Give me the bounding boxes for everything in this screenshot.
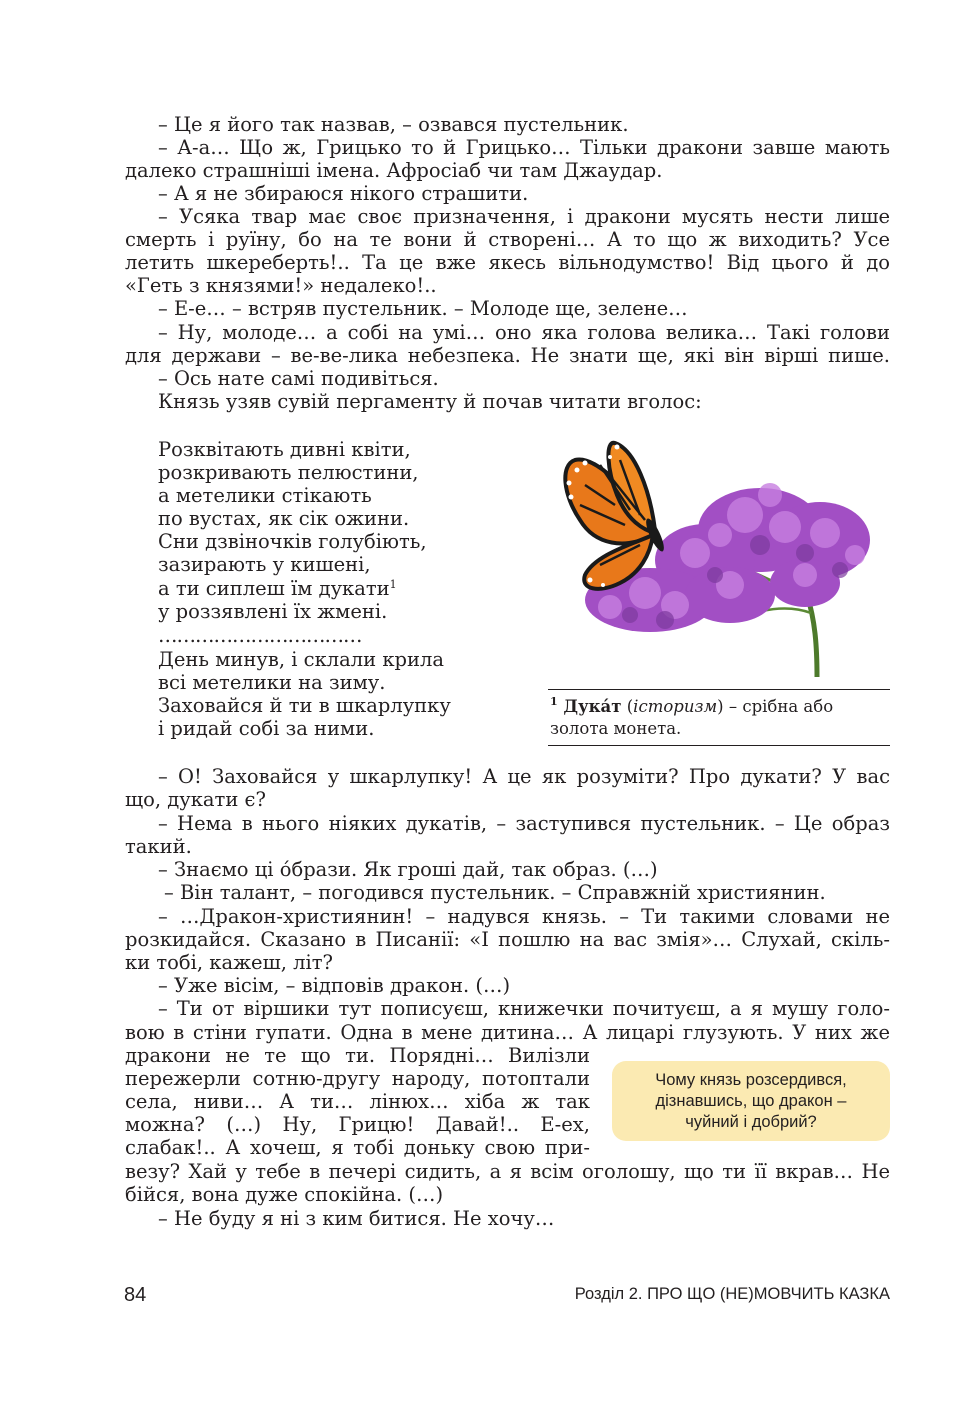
text-line: слабак!.. А хочеш, я тобі доньку свою при- xyxy=(125,1136,590,1159)
footnote-top-rule xyxy=(548,689,890,690)
poem-line: Сни дзвіночків голубіють, xyxy=(158,530,427,553)
text-line: – Нема в нього ніяких дукатів, – заступився пустельник. – Це образ xyxy=(158,812,890,835)
question-callout xyxy=(612,1061,890,1141)
text-line: – Не буду я ні з ким битися. Не хочу… xyxy=(158,1207,555,1230)
text-line: летить шкереберть!.. Та це вже якесь вільнодумство! Від цього й до xyxy=(125,251,890,274)
text-line: – Знаємо ці о́брази. Як гроші дай, так образ. (…) xyxy=(158,858,658,881)
poem-line: всі метелики на зиму. xyxy=(158,671,386,694)
poem-ellipsis: …………………………… xyxy=(158,624,362,647)
text-line: – Це я його так назвав, – озвався пустельник. xyxy=(158,113,629,136)
question-line: дізнавшись, що дракон – xyxy=(655,1091,847,1110)
footnote-term: Дука́т xyxy=(563,697,622,716)
poem-line-text: а ти сиплеш їм дукати xyxy=(158,577,390,600)
text-line: що, дукати є? xyxy=(125,788,266,811)
text-line: пережерли сотню-другу народу, потоптали xyxy=(125,1067,590,1090)
butterfly-lilac-illustration xyxy=(555,435,885,680)
footnote-line: $^1$ Дука́т (історизм) – срібна або xyxy=(550,695,834,716)
poem-line xyxy=(158,577,397,600)
footnote-definition-cont: золота монета. xyxy=(550,719,682,738)
poem-line: Заховайся й ти в шкарлупку xyxy=(158,694,451,717)
poem-line: Розквітають дивні квіти, xyxy=(158,438,411,461)
text-line: – Уже вісім, – відповів дракон. (…) xyxy=(158,974,511,997)
text-line: – Е-е… – встряв пустельник. – Молоде ще, зелене… xyxy=(158,297,688,320)
text-line: дракони не те що ти. Порядні… Вилізли xyxy=(125,1044,590,1067)
text-line: – …Дракон-християнин! – надувся князь. – Ти такими словами не xyxy=(158,905,890,928)
text-line: можна? (…) Ну, Грицю! Давай!.. Е-ех, xyxy=(125,1113,590,1136)
text-line: для держави – ве-ве-лика небезпека. Не знати ще, які він вірші пише. xyxy=(125,344,890,367)
footnote-note: історизм xyxy=(633,697,718,716)
poem-line: у роззявлені їх жмені. xyxy=(158,600,388,623)
text-line: – Усяка твар має своє призначення, і дракони мусять нести лише xyxy=(158,205,890,228)
text-line: Князь узяв сувій пергаменту й почав читати вголос: xyxy=(158,390,702,413)
question-line: Чому князь розсердився, xyxy=(655,1070,847,1089)
text-line: везу? Хай у тебе в печері сидить, а я всім оголошу, що ти її вкрав… Не xyxy=(125,1160,890,1183)
poem-line: зазирають у кишені, xyxy=(158,553,371,576)
poem-line: по вустах, як сік ожини. xyxy=(158,507,410,530)
text-line: – О! Заховайся у шкарлупку! А це як розуміти? Про дукати? У вас xyxy=(158,765,890,788)
text-line: – Ось нате самі подивіться. xyxy=(158,367,439,390)
footnote-number: 1 xyxy=(550,695,558,708)
text-line: – Ну, молоде… а собі на умі… оно яка голова велика… Такі голови xyxy=(158,321,890,344)
page-number: 84 xyxy=(124,1284,147,1306)
question-line: чуйний і добрий? xyxy=(685,1112,817,1131)
text-line: далеко страшніші імена. Афросіаб чи там Джаудар. xyxy=(125,159,663,182)
text-line: вою в стіни гупати. Одна в мене дитина… А лицарі глузують. У них же xyxy=(125,1021,890,1044)
text-line: «Геть з князями!» недалеко!.. xyxy=(125,274,437,297)
poem-line: День минув, і склали крила xyxy=(158,648,445,671)
text-line: – Ти от віршики тут пописуєш, книжечки почитуєш, а я мушу голо- xyxy=(158,997,890,1020)
text-line: – Він талант, – погодився пустельник. – Справжній християнин. xyxy=(164,881,826,904)
poem-line: і ридай собі за ними. xyxy=(158,717,375,740)
text-line: бійся, вона дуже спокійна. (…) xyxy=(125,1183,444,1206)
text-line: села, ниви… А ти… лінюх… хіба ж так xyxy=(125,1090,590,1113)
section-title: Розділ 2. ПРО ЩО (НЕ)МОВЧИТЬ КАЗКА xyxy=(574,1285,890,1303)
text-line: розкидайся. Сказано в Писанії: «І пошлю на вас змія»… Слухай, скіль- xyxy=(125,928,890,951)
footnote-marker: 1 xyxy=(389,578,397,591)
text-line: такий. xyxy=(125,835,192,858)
footnote-definition: – срібна або xyxy=(728,697,834,716)
poem-line: а метелики стікають xyxy=(158,484,372,507)
text-line: ки тобі, кажеш, літ? xyxy=(125,951,333,974)
poem-line: розкривають пелюстини, xyxy=(158,461,419,484)
footnote-bottom-rule xyxy=(548,745,890,746)
text-line: смерть і руїну, бо на те вони й створені… А то що ж виходить? Усе xyxy=(125,228,890,251)
text-line: – А я не збираюся нікого страшити. xyxy=(158,182,529,205)
text-line: – А-а… Що ж, Грицько то й Грицько… Тільки дракони завше мають xyxy=(158,136,890,159)
